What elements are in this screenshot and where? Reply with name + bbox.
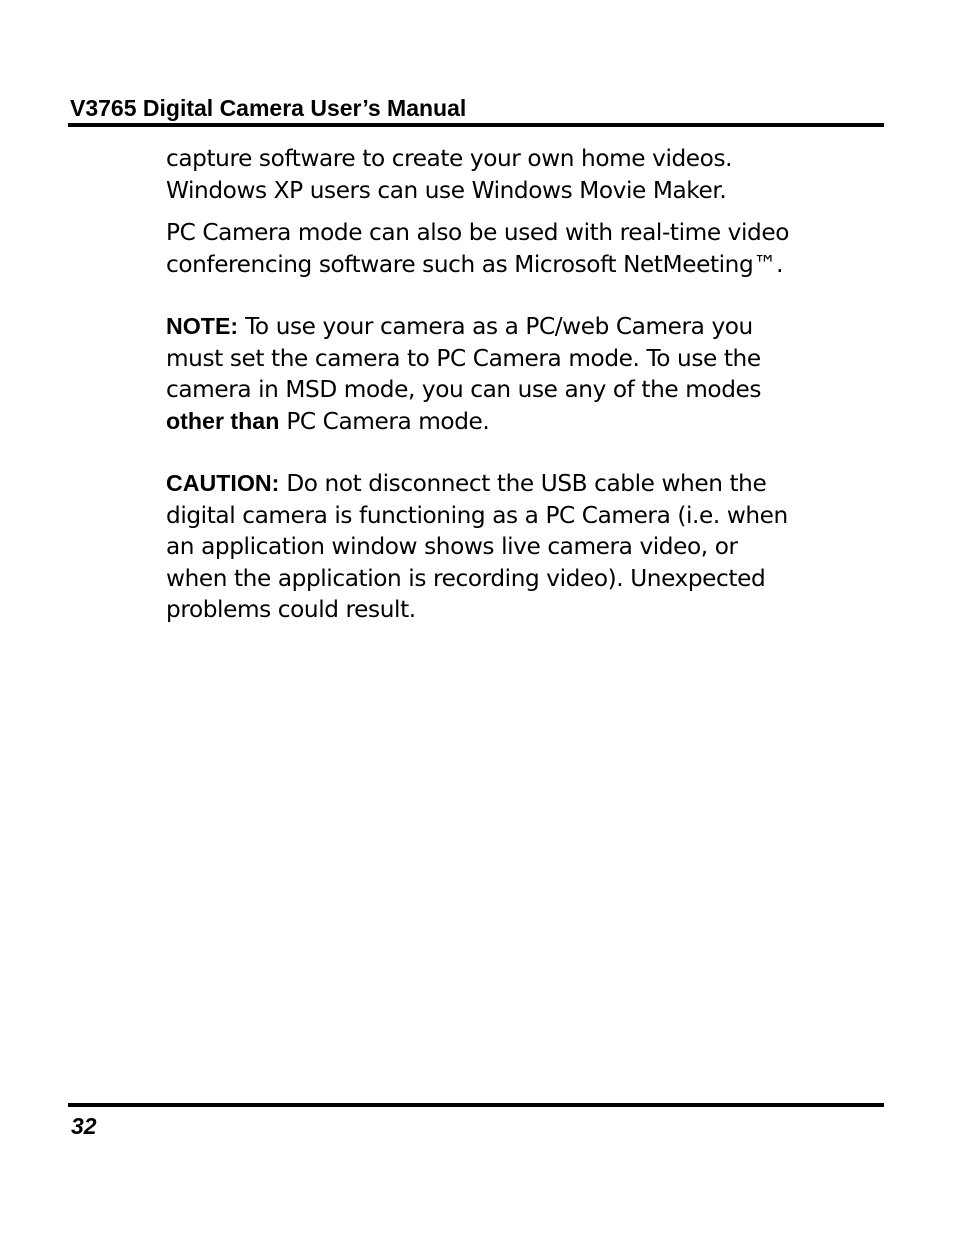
paragraph-video-conferencing [166, 217, 882, 280]
header-divider [68, 123, 884, 127]
note-label: NOTE: [166, 313, 239, 339]
text-line: when the application is recording video). Unexpected [166, 564, 766, 592]
text-line: an application window shows live camera video, or [166, 533, 738, 560]
text-line: problems could result. [166, 596, 416, 623]
page-body [166, 143, 882, 626]
text-line [166, 406, 882, 438]
emphasis-other-than: other than [166, 407, 280, 434]
note-paragraph [166, 311, 882, 437]
text-line: PC Camera mode can also be used with real-time video [166, 219, 790, 246]
text-line: must set the camera to PC Camera mode. To use the [166, 344, 761, 372]
caution-text: Do not disconnect the USB cable when the [279, 470, 767, 497]
text-line: digital camera is functioning as a PC Camera (i.e. when [166, 501, 788, 529]
caution-paragraph [166, 468, 882, 626]
text-line [166, 311, 882, 343]
caution-label: CAUTION: [166, 470, 280, 496]
text-line: capture software to create your own home videos. [166, 145, 733, 172]
text-line: conferencing software such as Microsoft NetMeeting™. [166, 250, 784, 278]
footer-divider [68, 1103, 884, 1107]
note-text: PC Camera mode. [279, 407, 490, 435]
note-text: To use your camera as a PC/web Camera you [238, 313, 753, 340]
page-number: 32 [71, 1113, 97, 1139]
text-line: Windows XP users can use Windows Movie Maker. [166, 176, 727, 204]
manual-header-title: V3765 Digital Camera User’s Manual [70, 95, 467, 121]
paragraph-video-capture [166, 143, 882, 206]
text-line: camera in MSD mode, you can use any of the modes [166, 376, 762, 403]
text-line [166, 468, 882, 500]
